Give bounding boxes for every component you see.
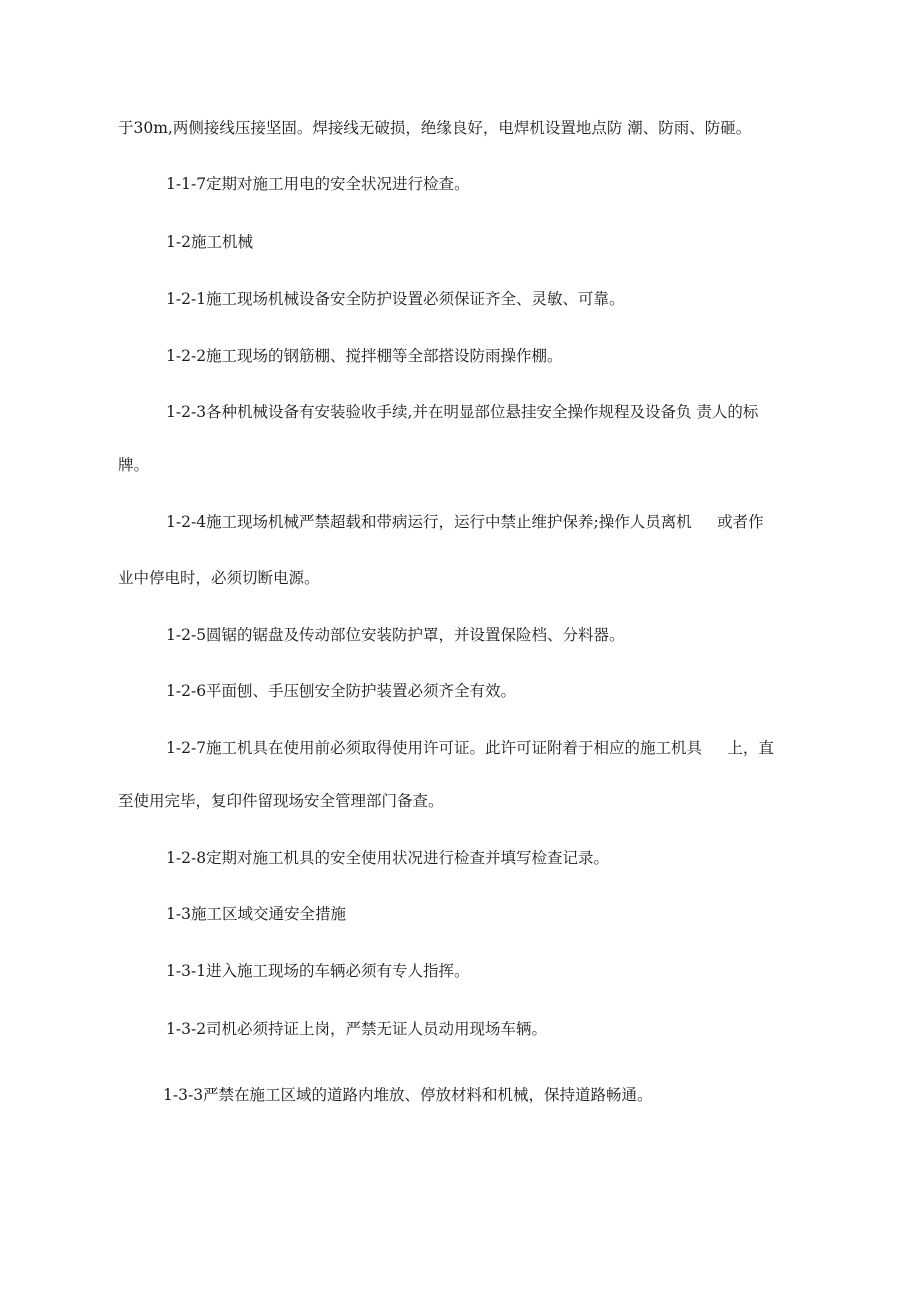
- paragraph-line: 业中停电时，必须切断电源。: [118, 569, 320, 587]
- paragraph-line: 1-2-1施工现场机械设备安全防护设置必须保证齐全、灵敏、可靠。: [166, 290, 625, 308]
- paragraph-line: 1-1-7定期对施工用电的安全状况进行检查。: [166, 175, 470, 193]
- paragraph-line: 1-2-6平面刨、手压刨安全防护装置必须齐全有效。: [166, 682, 517, 700]
- section-heading: 1-3施工区域交通安全措施: [166, 905, 346, 923]
- paragraph-line: 1-2-7施工机具在使用前必须取得使用许可证。此许可证附着于相应的施工机具 上，直: [166, 739, 774, 757]
- paragraph-line: 1-2-5圆锯的锯盘及传动部位安装防护罩，并设置保险档、分料器。: [166, 626, 625, 644]
- section-heading: 1-2施工机械: [166, 233, 253, 251]
- paragraph-line: 1-2-8定期对施工机具的安全使用状况进行检查并填写检查记录。: [166, 849, 610, 867]
- paragraph-line: 1-2-3各种机械设备有安装验收手续,并在明显部位悬挂安全操作规程及设备负 责人的标: [166, 403, 759, 421]
- paragraph-line: 1-3-2司机必须持证上岗，严禁无证人员动用现场车辆。: [166, 1020, 548, 1038]
- paragraph-line: 于30m,两侧接线压接坚固。焊接线无破损，绝缘良好，电焊机设置地点防 潮、防雨、防砸。: [118, 119, 752, 137]
- paragraph-line: 至使用完毕，复印件留现场安全管理部门备查。: [118, 792, 444, 810]
- paragraph-line: 牌。: [118, 456, 150, 474]
- paragraph-line: 1-2-2施工现场的钢筋棚、搅拌棚等全部搭设防雨操作棚。: [166, 347, 563, 365]
- paragraph-line: 1-2-4施工现场机械严禁超载和带病运行，运行中禁止维护保养;操作人员离机 或者作: [166, 513, 764, 531]
- paragraph-line: 1-3-1进入施工现场的车辆必须有专人指挥。: [166, 962, 470, 980]
- paragraph-line: 1-3-3严禁在施工区域的道路内堆放、停放材料和机械，保持道路畅通。: [163, 1086, 653, 1104]
